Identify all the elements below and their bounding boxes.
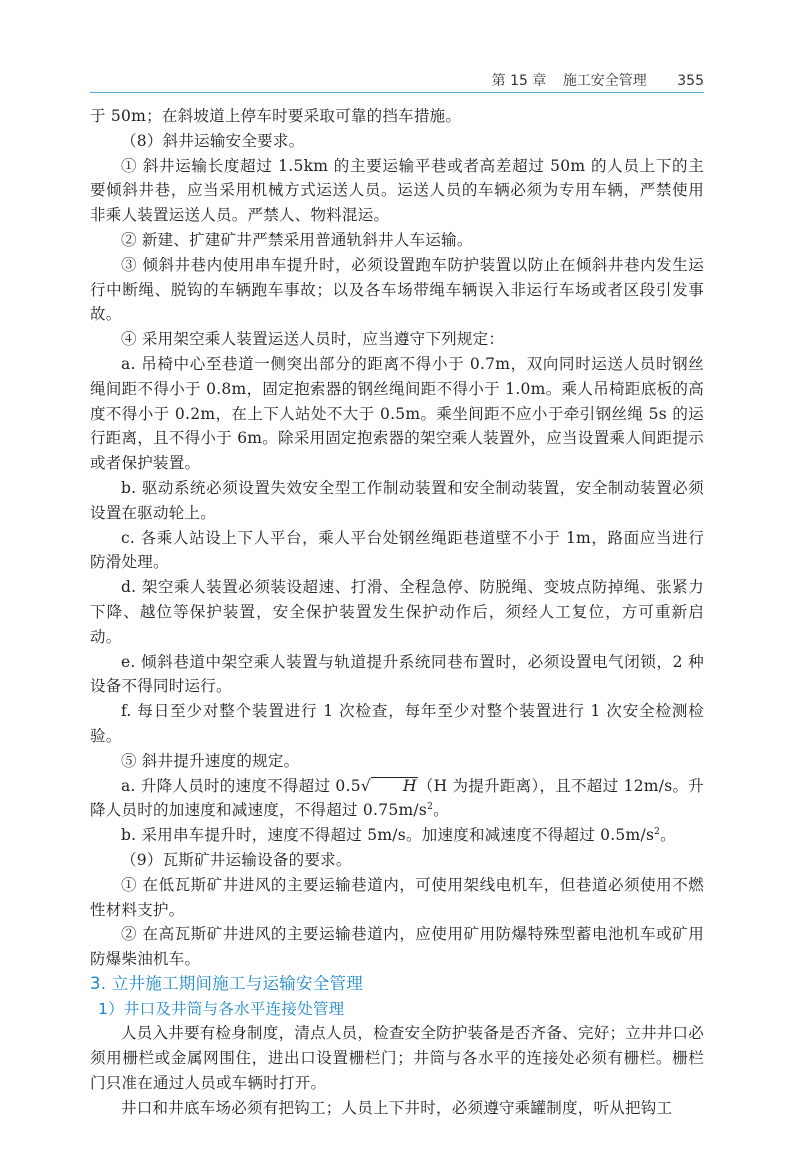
paragraph: 人员入井要有检身制度，清点人员，检查安全防护装备是否齐备、完好；立井井口必须用栅栏或金属网围住，进出口设置栅栏门；井筒与各水平的连接处必须有栅栏。栅栏门只准在通过人员或车辆时打开。	[90, 1024, 704, 1093]
paragraph: e. 倾斜巷道中架空乘人装置与轨道提升系统同巷布置时，必须设置电气闭锁，2 种设备不得同时运行。	[90, 652, 704, 696]
paragraph: f. 每日至少对整个装置进行 1 次检查，每年至少对整个装置进行 1 次安全检测检验。	[90, 702, 704, 745]
paragraph: ④ 采用架空乘人装置运送人员时，应当遵守下列规定：	[121, 330, 505, 349]
text-start: b. 采用串车提升时，速度不得超过 5m/s。加速度和减速度不得超过 0.5m/s	[121, 826, 655, 845]
superscript: 2	[654, 826, 661, 837]
paragraph: b. 驱动系统必须设置失效安全型工作制动装置和安全制动装置，安全制动装置必须设置在驱动轮上。	[90, 478, 704, 522]
paragraph: 于 50m；在斜坡道上停车时要采取可靠的挡车措施。	[90, 107, 462, 125]
paragraph: ② 新建、扩建矿井严禁采用普通轨斜井人车运输。	[121, 230, 473, 249]
section-heading: 3. 立井施工期间施工与运输安全管理	[90, 973, 363, 993]
chapter-title: 施工安全管理	[562, 73, 647, 89]
paragraph: ③ 倾斜井巷内使用串车提升时，必须设置跑车防护装置以防止在倾斜井巷内发生运行中断绳、脱钩的车辆跑车事故；以及各车场带绳车辆误入非运行车场或者区段引发事故。	[90, 255, 704, 324]
paragraph: ① 在低瓦斯矿井进风的主要运输巷道内，可使用架线电机车，但巷道必须使用不燃性材料支护。	[90, 875, 704, 919]
body-text	[90, 104, 704, 1121]
paragraph: （9）瓦斯矿井运输设备的要求。	[121, 850, 352, 869]
chapter-number: 第 15 章	[491, 73, 547, 89]
paragraph: ② 在高瓦斯矿井进风的主要运输巷道内，应使用矿用防爆特殊型蓄电池机车或矿用防爆柴油机车。	[90, 925, 704, 969]
paragraph: ① 斜井运输长度超过 1.5km 的主要运输平巷或者高差超过 50m 的人员上下的主要倾斜井巷，应当采用机械方式运送人员。运送人员的车辆必须为专用车辆，严禁使用非乘人装置运送人员。严禁人、物料混运。	[90, 156, 704, 225]
paragraph: c. 各乘人站设上下人平台，乘人平台处钢丝绳距巷道壁不小于 1m，路面应当进行防滑处理。	[90, 528, 704, 572]
subsection-heading: 1）井口及井筒与各水平连接处管理	[98, 999, 345, 1018]
paragraph: ⑤ 斜井提升速度的规定。	[121, 751, 300, 770]
paragraph-acceleration	[90, 823, 704, 848]
paragraph: （8）斜井运输安全要求。	[121, 131, 305, 150]
formula-text-start: a. 升降人员时的速度不得超过 0.5	[121, 776, 361, 795]
paragraph: 井口和井底车场必须有把钩工；人员上下井时，必须遵守乘罐制度，听从把钩工	[121, 1098, 673, 1117]
superscript: 2	[427, 802, 434, 813]
paragraph: d. 架空乘人装置必须装设超速、打滑、全程急停、防脱绳、变坡点防掉绳、张紧力下降、越位等保护装置，安全保护装置发生保护动作后，须经人工复位，方可重新启动。	[90, 578, 704, 646]
sqrt-operand: H	[371, 777, 418, 794]
paragraph: a. 吊椅中心至巷道一侧突出部分的距离不得小于 0.7m，双向同时运送人员时钢丝绳间距不得小于 0.8m，固定抱索器的钢丝绳间距不得小于 1.0m。乘人吊椅距底板的高度不得小于 0.2m，在上下人站处不大于 0.5m。乘坐间距不应小于牵引钢丝绳 5s 的运行距离，且不得小于 6m。除采用固定抱索器的架空乘人装置外，应当设置乘人间距提示或者保护装置。	[90, 354, 704, 473]
formula-text-middle: （H 为提升距离），且不超过 12m/s。升降人员时的加速度和减速度，不得超过 0.75m/s	[90, 776, 704, 820]
formula-text-end: 。	[433, 801, 449, 820]
text-end: 。	[660, 826, 676, 845]
page-number: 355	[677, 73, 704, 89]
running-header	[90, 70, 704, 93]
paragraph-speed-formula: a. 升降人员时的速度不得超过 0.5√ H（H 为提升距离），且不超过 12m/s。升降人员时的加速度和减速度，不得超过 $0.75m/s^2$。	[90, 776, 704, 820]
